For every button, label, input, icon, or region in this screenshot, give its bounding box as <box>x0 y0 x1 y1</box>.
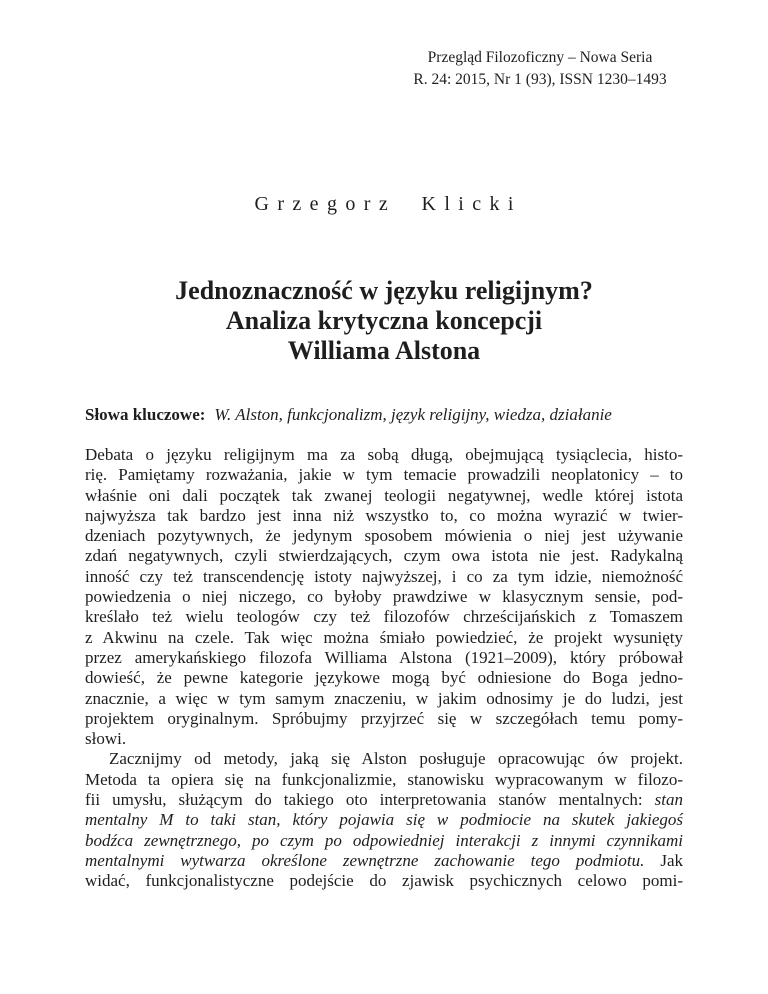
body-text-segment: Metoda ta opiera się na funkcjonalizmie, stanowisku wypracowanym w filozo- <box>85 769 683 789</box>
body-text-segment: Zacznijmy od metody, jaką się Alston posługuje opracowując ów projekt. <box>109 749 683 769</box>
body-line <box>85 546 683 566</box>
article-title <box>0 276 768 366</box>
journal-header <box>390 47 690 91</box>
author-name: Grzegorz Klicki <box>254 193 522 215</box>
body-text-segment: rię. Pamiętamy rozważania, jakie w tym temacie prowadzili neoplatonicy – to <box>85 465 683 485</box>
keywords-line <box>85 404 683 425</box>
body-line <box>85 729 683 749</box>
body-text-segment: zdań negatywnych, czyli stwierdzających, czym owa istota nie jest. Radykalną <box>85 546 683 566</box>
body-text-segment: słowi. <box>85 729 127 749</box>
body-text-segment: znacznie, a więc w tym samym znaczeniu, w jakim odnosimy je do ludzi, jest <box>85 688 683 708</box>
body-text-segment-italic: mentalnymi wytwarza określone zewnętrzne zachowanie tego podmiotu. <box>85 850 645 870</box>
body-line <box>85 465 683 485</box>
body-paragraph <box>85 749 683 891</box>
body-text-segment: właśnie oni dali początek tak zwanej teologii negatywnej, wedle której istota <box>85 485 683 505</box>
body-line <box>85 668 683 688</box>
body-line <box>85 851 683 871</box>
body-text-segment: widać, funkcjonalistyczne podejście do zjawisk psychicznych celowo pomi- <box>85 871 683 891</box>
article-title-line: Jednoznaczność w języku religijnym? <box>175 276 593 305</box>
body-text-segment: najwyższa tak bardzo jest inna niż wszystko to, co można wyrazić w twier- <box>85 505 683 525</box>
article-title-line: Williama Alstona <box>287 336 481 365</box>
journal-name-line: Przegląd Filozoficzny – Nowa Seria <box>427 49 653 66</box>
body-text-segment-italic: bodźca zewnętrznego, po czym po odpowiedniej interakcji z innymi czynnikami <box>85 830 683 850</box>
journal-issue-line: R. 24: 2015, Nr 1 (93), ISSN 1230–1493 <box>413 71 667 88</box>
body-line <box>85 445 683 465</box>
body-text-segment: Jak <box>644 850 683 870</box>
body-line <box>85 749 683 769</box>
body-paragraph <box>85 445 683 749</box>
article-title-line: Analiza krytyczna koncepcji <box>225 306 543 335</box>
body-line <box>85 770 683 790</box>
body-line <box>85 526 683 546</box>
body-line <box>85 607 683 627</box>
body-text-segment: dzeniach pozytywnych, że jedynym sposobem mówienia o niej jest używanie <box>85 526 683 546</box>
body-line <box>85 709 683 729</box>
body-text-segment-italic: mentalny M to taki stan, który pojawia się w podmiocie na skutek jakiegoś <box>85 810 683 830</box>
body-text-segment: kreślało też wielu teologów czy też filozofów chrześcijańskich z Tomaszem <box>85 607 683 627</box>
body-text-segment: inność czy też transcendencję istoty najwyższej, i co za tym idzie, niemożność <box>85 566 683 586</box>
body-line <box>85 506 683 526</box>
body-text-segment: projektem oryginalnym. Spróbujmy przyjrzeć się w szczegółach temu pomy- <box>85 708 683 728</box>
body-text-segment: fii umysłu, służącym do takiego oto interpretowania stanów mentalnych: <box>85 790 655 810</box>
body-line <box>85 587 683 607</box>
body-text-segment: przez amerykańskiego filozofa Williama Alstona (1921–2009), który próbował <box>85 647 683 667</box>
body-text-segment: z Akwinu na czele. Tak więc można śmiało powiedzieć, że projekt wysunięty <box>85 627 683 647</box>
body-line <box>85 810 683 830</box>
body-line <box>85 486 683 506</box>
keywords-label: Słowa kluczowe: <box>85 405 206 424</box>
body-text-segment-italic: stan <box>654 790 683 810</box>
body-line <box>85 689 683 709</box>
body-line <box>85 628 683 648</box>
body-line <box>85 831 683 851</box>
body-text-segment: powiedzenia o niej niczego, co byłoby prawdziwe w klasycznym sensie, pod- <box>85 587 683 607</box>
body-line <box>85 648 683 668</box>
body-line <box>85 567 683 587</box>
body-text-segment: dowieść, że pewne kategorie językowe mogą być odniesione do Boga jedno- <box>85 668 683 688</box>
keywords-value: W. Alston, funkcjonalizm, język religijny, wiedza, działanie <box>214 405 612 424</box>
body-line <box>85 790 683 810</box>
body-line <box>85 871 683 891</box>
body-text-segment: Debata o języku religijnym ma za sobą długą, obejmującą tysiąclecia, histo- <box>85 445 683 464</box>
article-body <box>85 445 683 892</box>
